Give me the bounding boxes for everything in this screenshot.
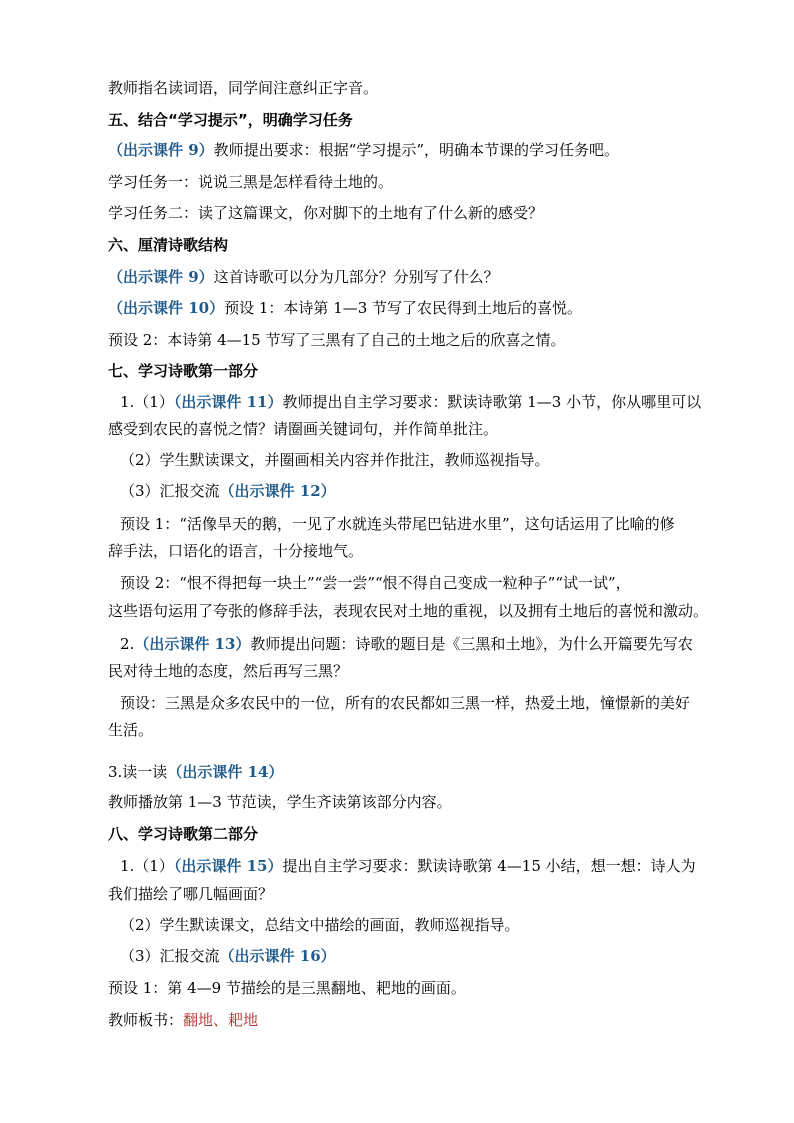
paragraph-line — [108, 1010, 258, 1030]
line-text: （2）学生默读课文，并圈画相关内容并作批注，教师巡视指导。 — [120, 451, 550, 469]
paragraph-line — [108, 140, 619, 160]
line-text: 这首诗歌可以分为几部分？分别写了什么？ — [213, 268, 499, 286]
paragraph-line — [120, 856, 696, 876]
line-text: 教师指名读词语，同学间注意纠正字音。 — [108, 79, 379, 97]
line-text: 教师提出问题：诗歌的题目是《三黑和土地》，为什么开篇要先写农 — [250, 635, 693, 653]
line-text: 预设：三黑是众多农民中的一位，所有的农民都如三黑一样，热爱土地，憧憬新的美好 — [120, 694, 691, 712]
paragraph-line — [108, 720, 153, 740]
courseware-tag: （出示课件 13） — [134, 635, 251, 653]
paragraph-line — [120, 481, 336, 501]
paragraph-line — [108, 172, 393, 192]
paragraph-line — [108, 541, 363, 561]
line-prefix: 1.（1） — [120, 393, 174, 411]
line-text: 提出自主学习要求：默读诗歌第 4—15 小结，想一想：诗人为 — [282, 857, 696, 875]
courseware-tag: （出示课件 9） — [108, 268, 214, 286]
paragraph-line — [108, 298, 582, 318]
paragraph-line — [120, 634, 693, 654]
line-prefix: 3.读一读 — [108, 763, 168, 781]
line-text: 感受到农民的喜悦之情？请圈画关键词句，并作简单批注。 — [108, 420, 499, 438]
paragraph-line — [108, 601, 708, 621]
courseware-tag: （出示课件 16） — [219, 947, 336, 965]
section-heading — [108, 235, 228, 255]
heading-text: 七、学习诗歌第一部分 — [108, 362, 259, 380]
paragraph-line — [108, 203, 543, 223]
line-text: 这些语句运用了夸张的修辞手法，表现农民对土地的重视，以及拥有土地后的喜悦和激动。 — [108, 602, 709, 620]
line-text: 我们描绘了哪几幅画面？ — [108, 885, 274, 903]
paragraph-line — [120, 693, 690, 713]
line-text: 辞手法，口语化的语言，十分接地气。 — [108, 542, 364, 560]
line-text: 预设 1：本诗第 1—3 节写了农民得到土地后的喜悦。 — [224, 299, 583, 317]
heading-text: 八、学习诗歌第二部分 — [108, 825, 259, 843]
paragraph-line — [108, 330, 565, 350]
line-text: （2）学生默读课文，总结文中描绘的画面，教师巡视指导。 — [120, 916, 520, 934]
paragraph-line — [120, 392, 701, 412]
line-text: 生活。 — [108, 721, 154, 739]
line-text: 预设 1：“活像旱天的鹅，一见了水就连头带尾巴钻进水里”，这句话运用了比喻的修 — [120, 515, 675, 533]
board-writing: 翻地、耙地 — [183, 1011, 259, 1029]
section-heading — [108, 361, 258, 381]
paragraph-line — [108, 419, 498, 439]
line-text: 预设 1：第 4—9 节描绘的是三黑翻地、耙地的画面。 — [108, 979, 466, 997]
line-text: 教师提出自主学习要求：默读诗歌第 1—3 小节，你从哪里可以 — [282, 393, 702, 411]
paragraph-line — [108, 78, 378, 98]
heading-text: 六、厘清诗歌结构 — [108, 236, 229, 254]
courseware-tag: （出示课件 9） — [108, 141, 214, 159]
section-heading — [108, 110, 353, 130]
line-text: 教师提出要求：根据“学习提示”，明确本节课的学习任务吧。 — [213, 141, 620, 159]
line-text: 预设 2：本诗第 4—15 节写了三黑有了自己的土地之后的欣喜之情。 — [108, 331, 566, 349]
paragraph-line — [120, 915, 520, 935]
paragraph-line — [120, 514, 675, 534]
line-prefix: （3）汇报交流 — [120, 947, 220, 965]
line-prefix: 1.（1） — [120, 857, 174, 875]
paragraph-line — [108, 661, 348, 681]
courseware-tag: （出示课件 10） — [108, 299, 225, 317]
paragraph-line — [120, 450, 550, 470]
courseware-tag: （出示课件 12） — [219, 482, 336, 500]
section-heading — [108, 824, 258, 844]
line-prefix: （3）汇报交流 — [120, 482, 220, 500]
paragraph-line — [108, 884, 273, 904]
paragraph-line — [120, 946, 336, 966]
paragraph-line — [108, 792, 452, 812]
heading-text: 五、结合“学习提示”，明确学习任务 — [108, 111, 353, 129]
courseware-tag: （出示课件 15） — [173, 857, 283, 875]
paragraph-line — [108, 267, 499, 287]
line-text: 学习任务一：说说三黑是怎样看待土地的。 — [108, 173, 394, 191]
line-text: 学习任务二：读了这篇课文，你对脚下的土地有了什么新的感受？ — [108, 204, 544, 222]
paragraph-line — [108, 978, 466, 998]
line-prefix: 2. — [120, 635, 135, 653]
line-prefix: 教师板书： — [108, 1011, 184, 1029]
courseware-tag: （出示课件 14） — [167, 763, 284, 781]
line-text: 教师播放第 1—3 节范读，学生齐读第该部分内容。 — [108, 793, 452, 811]
line-text: 民对待土地的态度，然后再写三黑？ — [108, 662, 349, 680]
paragraph-line — [120, 573, 631, 593]
courseware-tag: （出示课件 11） — [173, 393, 283, 411]
paragraph-line — [108, 762, 283, 782]
line-text: 预设 2：“恨不得把每一块土”“尝一尝”“恨不得自己变成一粒种子”“试一试”， — [120, 574, 631, 592]
